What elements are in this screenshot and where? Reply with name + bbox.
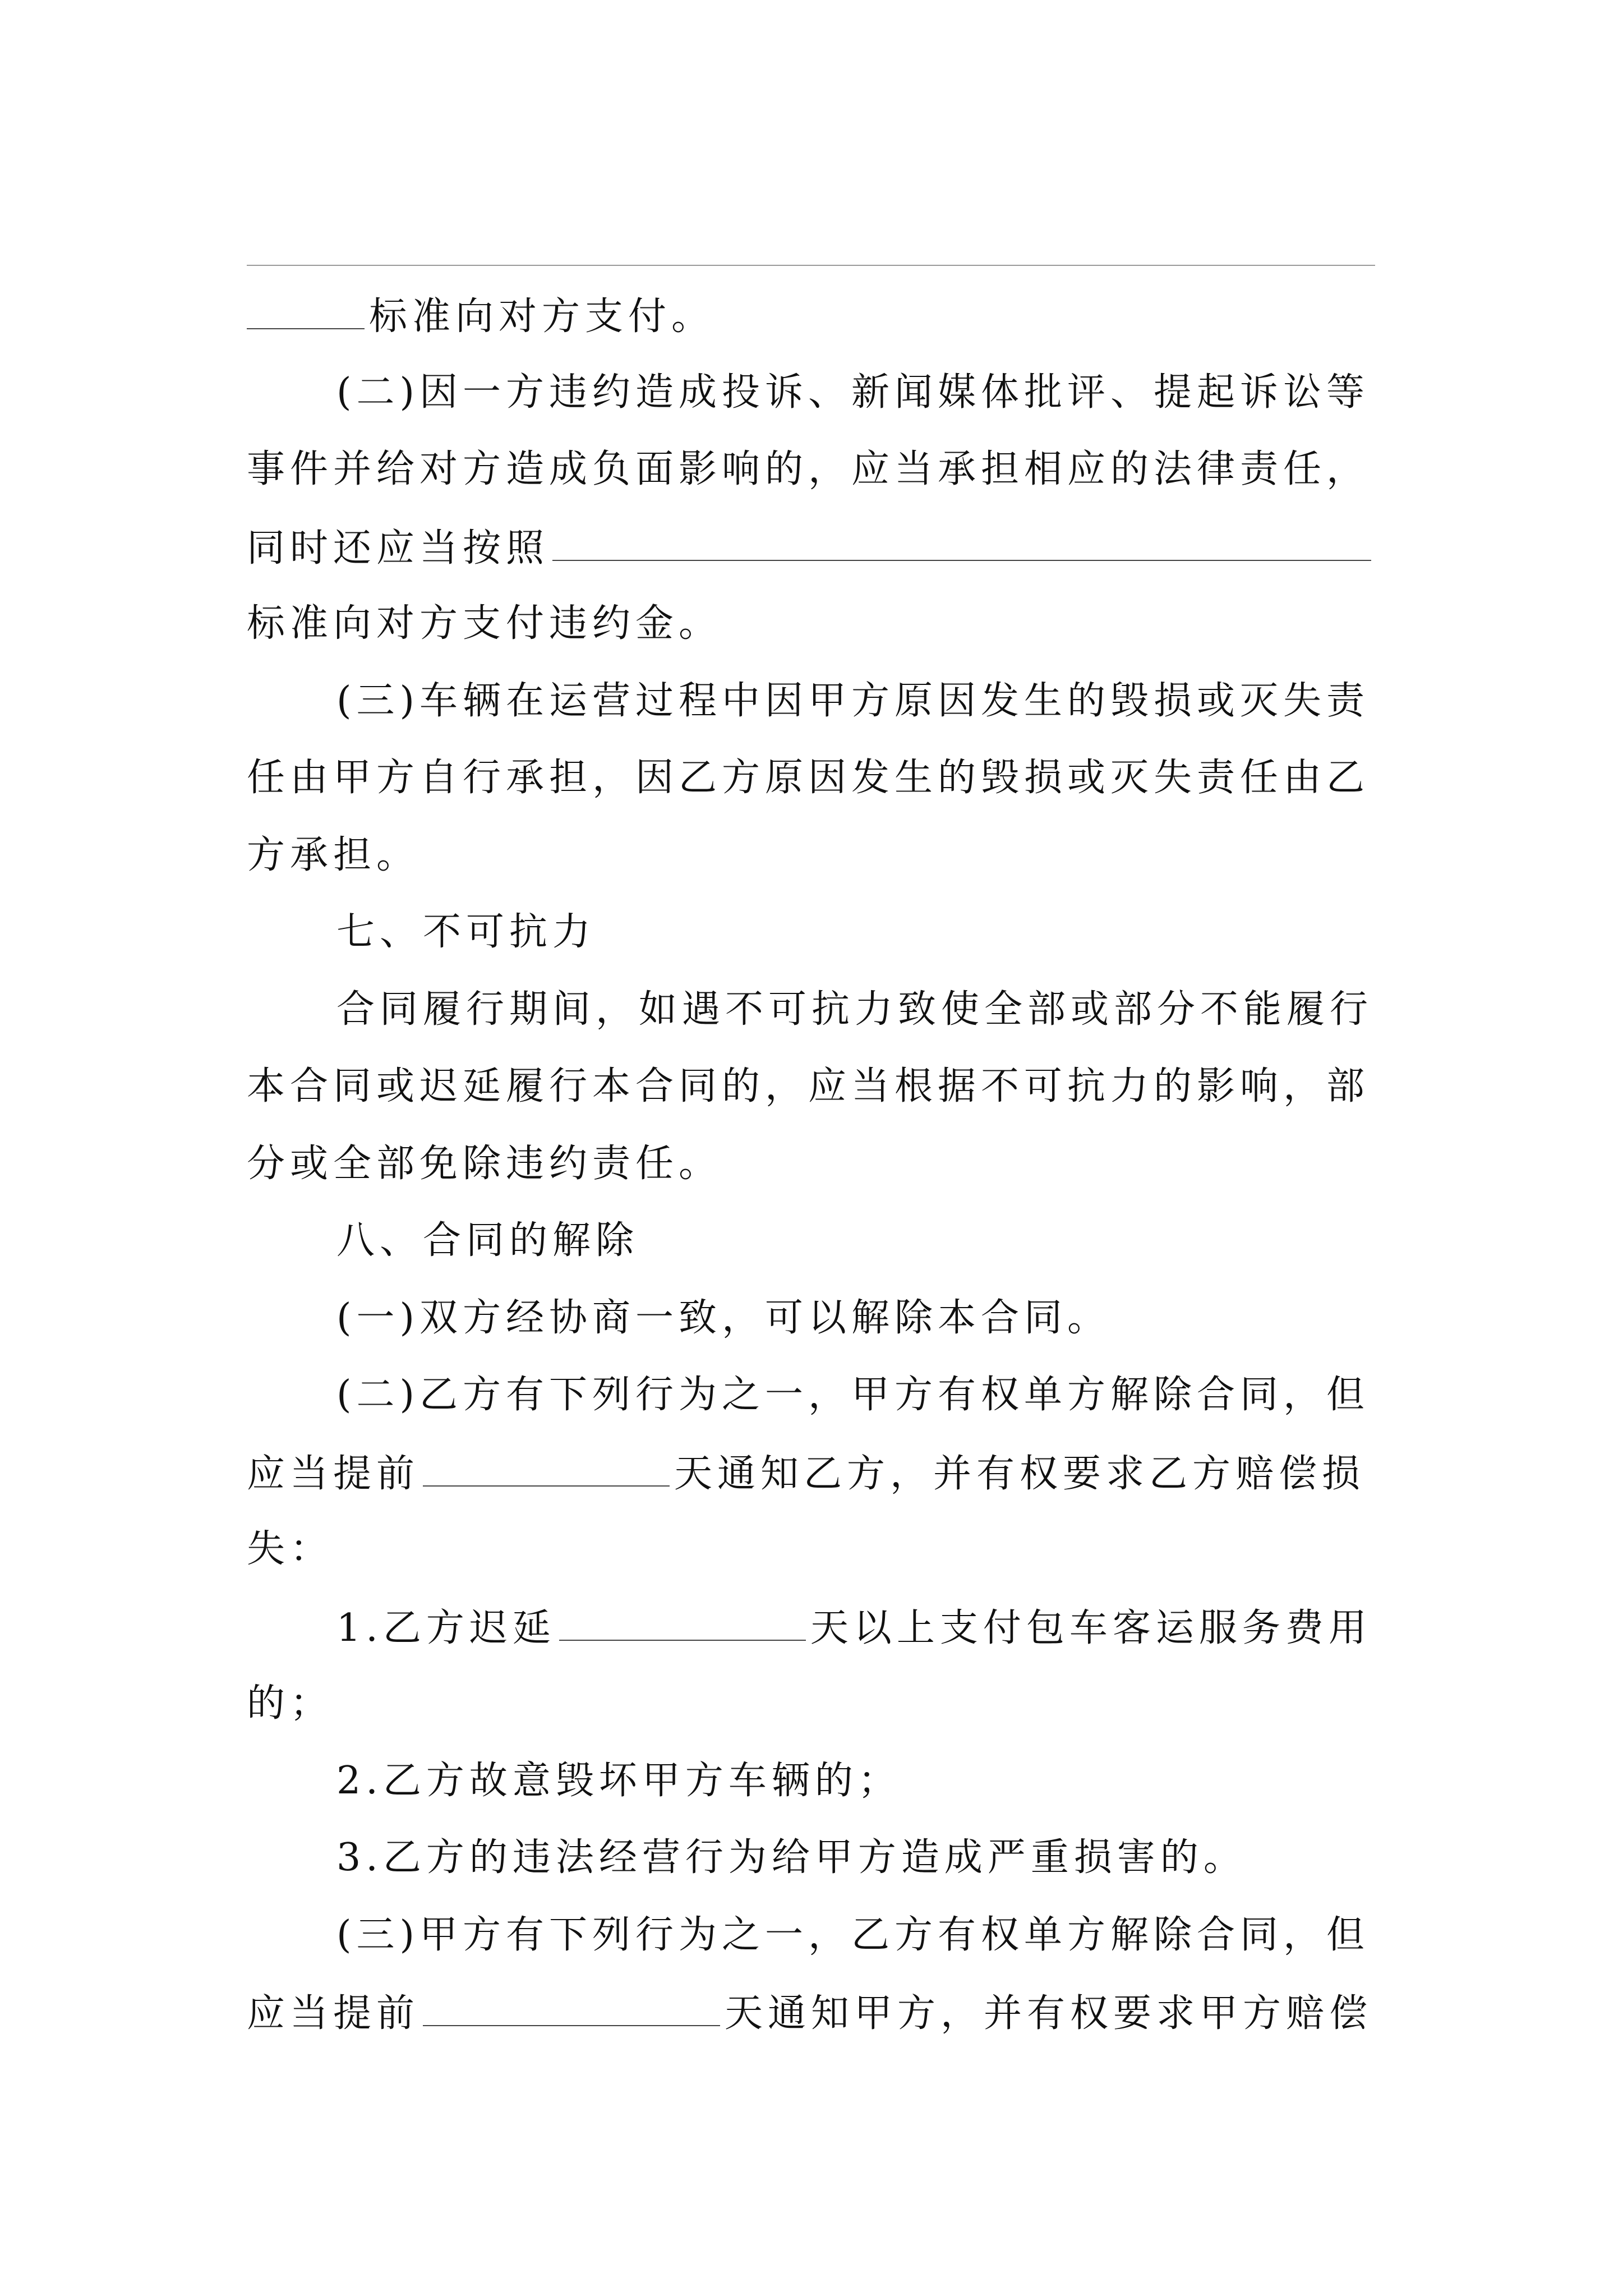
line-text: 3.乙方的违法经营行为给甲方造成严重损害的。 xyxy=(336,1835,1247,1880)
paragraph-line xyxy=(247,439,1370,500)
line-text: 天以上支付包车客运服务费用 xyxy=(810,1606,1372,1650)
line-text: 七、不可抗力 xyxy=(336,910,596,954)
paragraph-line xyxy=(247,593,722,655)
fill-in-blank[interactable] xyxy=(423,1442,670,1487)
line-text: 事件并给对方造成负面影响的，应当承担相应的法律责任， xyxy=(247,447,1370,491)
line-text: 本合同或迟延履行本合同的，应当根据不可抗力的影响，部 xyxy=(247,1064,1370,1108)
line-text: 天通知乙方，并有权要求乙方赔偿损 xyxy=(674,1452,1366,1496)
paragraph-line xyxy=(336,1364,1370,1426)
line-text: 应当提前 xyxy=(247,1452,420,1496)
line-text: 应当提前 xyxy=(247,1991,420,2036)
paragraph-line xyxy=(336,362,1370,424)
line-text: 标准向对方支付违约金。 xyxy=(247,601,722,646)
list-item xyxy=(336,1827,1247,1889)
line-text: (三)甲方有下列行为之一，乙方有权单方解除合同，但 xyxy=(336,1913,1370,1957)
fill-in-blank[interactable] xyxy=(423,1981,720,2026)
fill-in-blank[interactable] xyxy=(247,284,365,329)
paragraph-line xyxy=(247,1673,333,1734)
section-heading xyxy=(336,1210,639,1272)
paragraph-line xyxy=(336,1287,1110,1349)
paragraph-line xyxy=(247,1056,1370,1117)
line-text: 八、合同的解除 xyxy=(336,1218,639,1263)
line-text: 标准向对方支付。 xyxy=(369,295,715,339)
line-text: 同时还应当按照 xyxy=(247,526,550,570)
paragraph-line xyxy=(247,1981,1372,2043)
fill-in-blank[interactable] xyxy=(552,516,1371,561)
paragraph-line xyxy=(247,747,1370,809)
line-text: (三)车辆在运营过程中因甲方原因发生的毁损或灭失责 xyxy=(336,679,1370,723)
line-text: (二)因一方违约造成投诉、新闻媒体批评、提起诉讼等 xyxy=(336,370,1370,415)
paragraph-line xyxy=(336,670,1370,732)
line-text: 分或全部免除违约责任。 xyxy=(247,1142,722,1186)
paragraph-line xyxy=(247,516,1376,578)
line-text: (二)乙方有下列行为之一，甲方有权单方解除合同，但 xyxy=(336,1373,1370,1417)
list-item xyxy=(336,1750,901,1812)
paragraph-line xyxy=(247,1442,1365,1503)
fill-in-blank[interactable] xyxy=(559,1596,806,1641)
paragraph-line xyxy=(336,979,1373,1041)
paragraph-line xyxy=(247,825,419,886)
line-text: 1.乙方迟延 xyxy=(336,1606,556,1650)
paragraph-line xyxy=(247,1133,722,1195)
line-text: (一)双方经协商一致，可以解除本合同。 xyxy=(336,1296,1111,1340)
line-text: 失： xyxy=(247,1527,334,1571)
line-text: 任由甲方自行承担，因乙方原因发生的毁损或灭失责任由乙 xyxy=(247,756,1370,800)
line-text: 方承担。 xyxy=(247,833,420,877)
list-item xyxy=(336,1596,1372,1658)
line-text: 天通知甲方，并有权要求甲方赔偿 xyxy=(725,1991,1373,2036)
paragraph-line xyxy=(247,1519,333,1580)
line-text: 的； xyxy=(247,1681,334,1726)
section-heading xyxy=(336,901,596,963)
line-text: 合同履行期间，如遇不可抗力致使全部或部分不能履行 xyxy=(336,987,1373,1032)
paragraph-line xyxy=(336,1904,1370,1966)
paragraph-line xyxy=(247,284,714,346)
line-text: 2.乙方故意毁坏甲方车辆的； xyxy=(336,1759,901,1803)
header-rule xyxy=(247,265,1375,266)
